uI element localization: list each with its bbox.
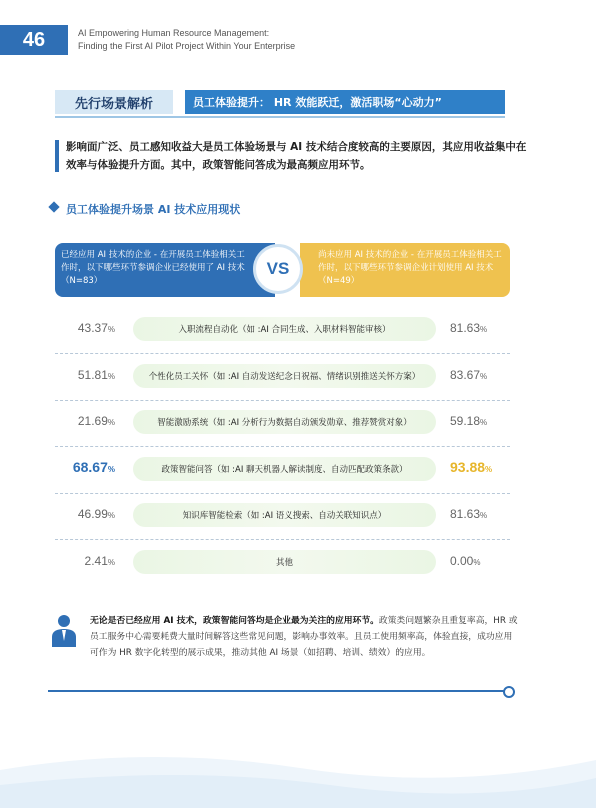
person-icon xyxy=(50,613,78,647)
scenario-label: 个性化员工关怀（如 :AI 自动发送纪念日祝福、情绪识别推送关怀方案） xyxy=(133,364,436,388)
comparison-row xyxy=(55,360,510,393)
lead-accent-bar xyxy=(55,140,59,172)
row-separator xyxy=(55,400,510,401)
adopted-percent: 46.99% xyxy=(77,507,115,521)
comparison-row xyxy=(55,453,510,486)
adopted-percent: 21.69% xyxy=(77,414,115,428)
comparison-row xyxy=(55,546,510,579)
adopted-companies-banner: 已经应用 AI 技术的企业 - 在开展员工体验相关工作时，以下哪些环节参调企业已经使用了 AI 技术（N=83） xyxy=(55,243,275,297)
diamond-icon xyxy=(48,201,59,212)
conclusion-text: 政策类问题繁杂且重复率高，HR 或员工服务中心需要耗费大量时间解答这些常见问题，影响办事效率。且员工使用频率高，体验直接，成功应用可作为 HR 数字化转型的展示成果，推动其他 AI 场景（如招聘、培训、绩效）的应用。 xyxy=(90,616,518,658)
header-title-line1: AI Empowering Human Resource Management: xyxy=(78,28,270,38)
scenario-label: 智能激励系统（如 :AI 分析行为数据自动颁发勋章、推荐赞赏对象） xyxy=(133,410,436,434)
adopted-percent: 43.37% xyxy=(77,321,115,335)
lead-paragraph: 影响面广泛、员工感知收益大是员工体验场景与 AI 技术结合度较高的主要原因，其应用收益集中在效率与体验提升方面。其中，政策智能问答成为最高频应用环节。 xyxy=(66,141,527,171)
planning-companies-banner: 尚未应用 AI 技术的企业 - 在开展员工体验相关工作时，以下哪些环节参调企业计划使用 AI 技术（N=49） xyxy=(300,243,510,297)
page-number: 46 xyxy=(0,25,68,55)
vs-badge: VS xyxy=(253,244,303,294)
chart-subheading: 员工体验提升场景 AI 技术应用现状 xyxy=(66,203,241,216)
planned-percent: 81.63% xyxy=(450,507,488,521)
planned-percent: 0.00% xyxy=(450,554,481,568)
row-separator xyxy=(55,539,510,540)
scenario-label: 政策智能问答（如 :AI 聊天机器人解读制度、自动匹配政策条款） xyxy=(133,457,436,481)
bottom-rule-dot xyxy=(503,686,515,698)
conclusion-note xyxy=(90,613,520,661)
row-separator xyxy=(55,446,510,447)
bottom-rule xyxy=(48,690,508,692)
adopted-percent: 51.81% xyxy=(77,368,115,382)
row-separator xyxy=(55,353,510,354)
header-title-line2: Finding the First AI Pilot Project Within Your Enterprise xyxy=(78,41,296,51)
scenario-label: 知识库智能检索（如 :AI 语义搜索、自动关联知识点） xyxy=(133,503,436,527)
comparison-row xyxy=(55,313,510,346)
planned-percent: 93.88% xyxy=(450,459,493,475)
planned-percent: 83.67% xyxy=(450,368,488,382)
planned-percent: 81.63% xyxy=(450,321,488,335)
section-underline xyxy=(55,116,505,118)
planned-percent: 59.18% xyxy=(450,414,488,428)
scenario-label: 其他 xyxy=(133,550,436,574)
row-separator xyxy=(55,493,510,494)
conclusion-bold: 无论是否已经应用 AI 技术，政策智能问答均是企业最为关注的应用环节。 xyxy=(90,616,379,626)
footer-wave xyxy=(0,740,596,808)
section-title: 先行场景解析 xyxy=(55,90,173,114)
adopted-percent: 68.67% xyxy=(72,459,115,475)
scenario-label: 入职流程自动化（如 :AI 合同生成、入职材料智能审核） xyxy=(133,317,436,341)
comparison-row xyxy=(55,499,510,532)
comparison-row xyxy=(55,406,510,439)
adopted-percent: 2.41% xyxy=(84,554,115,568)
section-subtitle: 员工体验提升： HR 效能跃迁，激活职场“心动力” xyxy=(185,90,505,114)
